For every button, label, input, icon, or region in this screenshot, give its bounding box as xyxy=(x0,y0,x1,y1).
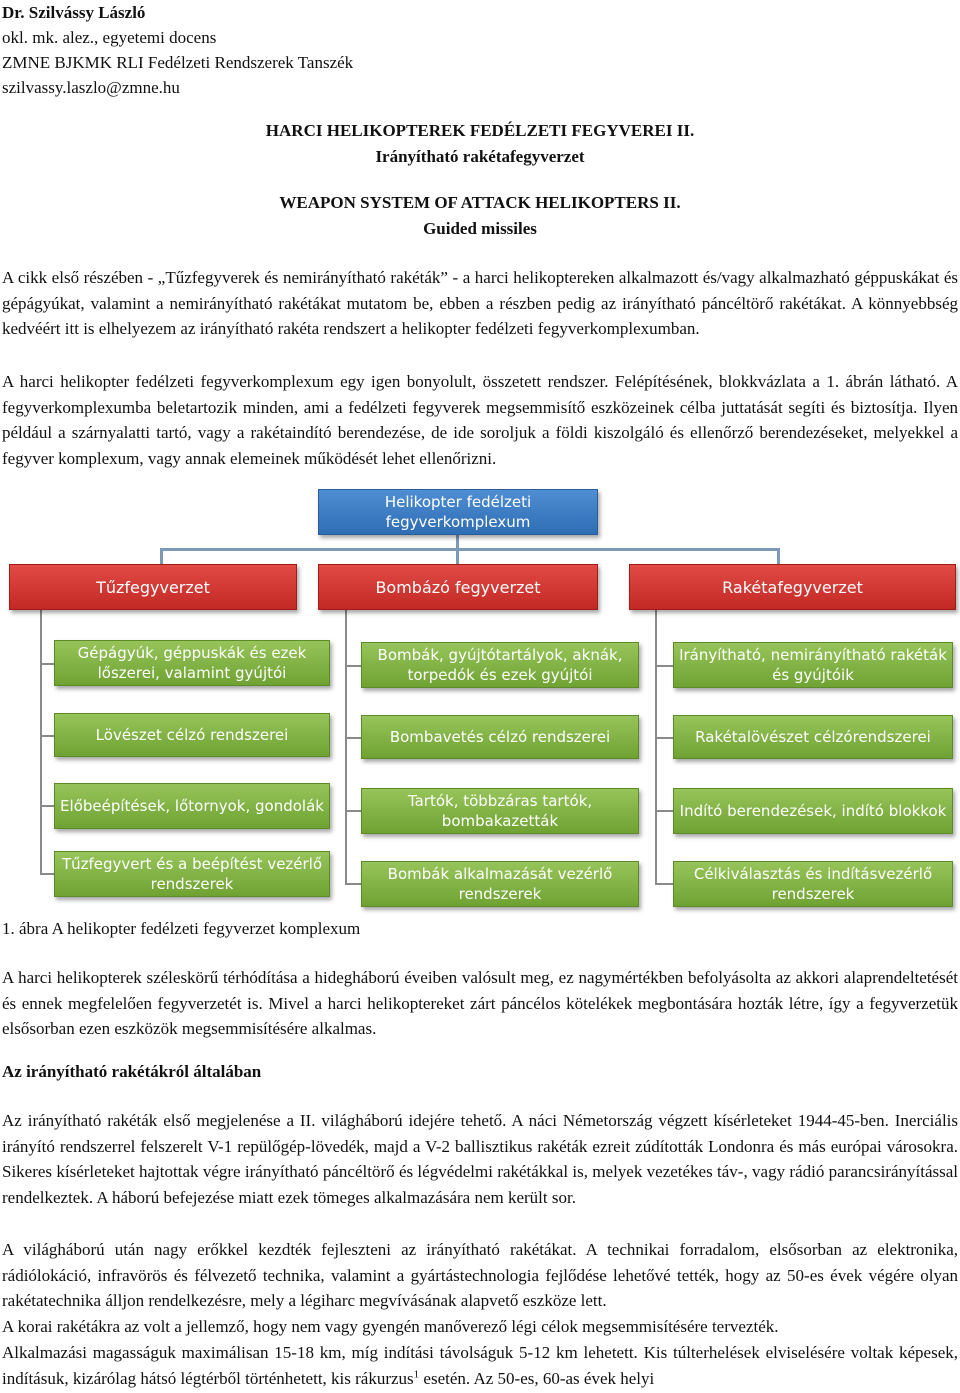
connector-cat2 xyxy=(456,548,459,565)
paragraph-early-missiles: A korai rakétákra az volt a jellemző, hogy nem vagy gyengén manőverező légi célok megsemmisítésére tervezték. xyxy=(2,1317,779,1336)
connector-col2-row4 xyxy=(345,883,361,885)
diagram-item-firearms-4: Tűzfegyvert és a beépítést vezérlő rendszerek xyxy=(54,851,330,897)
connector-col3 xyxy=(655,610,657,885)
diagram-category-firearms: Tűzfegyverzet xyxy=(9,564,297,610)
connector-col3-row2 xyxy=(655,737,673,739)
paragraph-intro: A cikk első részében - „Tűzfegyverek és nemirányítható rakéták” - a harci helikoptereken alkalmazott és/vagy alkalmazható géppuskákat és gépágyúkat, valamint a nemirányítható rakétákat mutatom be, ebben a részben pedig az irányítható páncéltörő rakétákat. A könnyebbség kedvéért itt is elhelyezem az irányítható rakéta rendszert a helikopter fedélzeti fegyverkomplexumban. xyxy=(2,268,958,339)
diagram-category-bombs: Bombázó fegyverzet xyxy=(318,564,598,610)
connector-col1-row1 xyxy=(40,663,54,665)
connector-horizontal xyxy=(160,548,780,551)
diagram-item-firearms-2: Lövészet célzó rendszerei xyxy=(54,713,330,757)
author-email[interactable]: szilvassy.laszlo@zmne.hu xyxy=(2,78,180,97)
connector-col2-row1 xyxy=(345,665,361,667)
paragraph-capabilities-text-b: esetén. Az 50-es, 60-as évek helyi xyxy=(419,1368,655,1388)
diagram-item-bombs-3: Tartók, többzáras tartók, bombakazetták xyxy=(361,788,639,834)
connector-root xyxy=(456,535,459,549)
connector-col1-row2 xyxy=(40,735,54,737)
diagram-item-firearms-1: Gépágyúk, géppuskák és ezek lőszerei, valamint gyújtói xyxy=(54,640,330,686)
author-name: Dr. Szilvássy László xyxy=(2,3,146,22)
diagram-root-box: Helikopter fedélzeti fegyverkomplexum xyxy=(318,489,598,535)
paragraph-capabilities-text-a: Alkalmazási magasságuk maximálisan 15-18 km, míg indítási távolságuk 5-12 km lehetett. Kis túlterhelések elviselésére voltak képesek, indításuk, kizárólag hátsó légtérből történhetett, kis rákurzus xyxy=(2,1343,958,1388)
author-block xyxy=(2,0,353,100)
paragraph-postwar: A világháború után nagy erőkkel kezdték fejleszteni az irányítható rakétákat. A technikai forradalom, elsősorban az elektronika, rádiólokáció, infravörös és félvezető technika, valamint a gyártástechnologia fejlődése lehetővé tették, hogy az 50-es évek végére olyan rakétatechnika álljon rendelkezésre, mely a légiharc megvívásának alapvető eszköze lett. xyxy=(2,1240,958,1311)
paragraph-history: A harci helikopterek széleskörű térhódítása a hidegháború éveiben valósult meg, ez nagymértékben befolyásolta az akkori alaprendeltetését és ennek megfelelően fegyverzetét is. Mivel a harci helikoptereket zárt páncélos kötelékek megbontására hozták létre, így a fegyverzetük elsősorban ezen eszközök megsemmisítésére alkalmas. xyxy=(2,968,958,1039)
connector-col1 xyxy=(40,610,42,874)
connector-col3-row3 xyxy=(655,810,673,812)
author-rank: okl. mk. alez., egyetemi docens xyxy=(2,28,217,47)
connector-col2-row3 xyxy=(345,810,361,812)
paragraph-capabilities xyxy=(2,1340,958,1391)
diagram-item-missiles-1: Irányítható, nemirányítható rakéták és gyújtóik xyxy=(673,642,953,688)
connector-col3-row1 xyxy=(655,665,673,667)
diagram-item-missiles-3: Indító berendezések, indító blokkok xyxy=(673,788,953,834)
subtitle-hungarian: Irányítható rakétafegyverzet xyxy=(375,147,585,166)
diagram-item-bombs-4: Bombák alkalmazását vezérlő rendszerek xyxy=(361,861,639,907)
connector-col1-row3 xyxy=(40,805,54,807)
connector-col3-row4 xyxy=(655,883,673,885)
connector-cat1 xyxy=(160,548,163,565)
title-hungarian: HARCI HELIKOPTEREK FEDÉLZETI FEGYVEREI II. xyxy=(265,121,695,140)
diagram-item-firearms-3: Előbeépítések, lőtornyok, gondolák xyxy=(54,783,330,829)
diagram-item-missiles-4: Célkiválasztás és indításvezérlő rendszerek xyxy=(673,861,953,907)
title-english: WEAPON SYSTEM OF ATTACK HELIKOPTERS II. xyxy=(279,193,681,212)
figure-caption: 1. ábra A helikopter fedélzeti fegyverzet komplexum xyxy=(2,919,361,938)
diagram-item-bombs-1: Bombák, gyújtótartályok, aknák, torpedók és ezek gyújtói xyxy=(361,642,639,688)
connector-cat3 xyxy=(777,548,780,565)
subtitle-english: Guided missiles xyxy=(423,219,537,238)
paragraph-guided-origins: Az irányítható rakéták első megjelenése a II. világháború idejére tehető. A náci Németország végzett kísérleteket 1944-45-ben. Inerciális irányító rendszerrel felszerelt V-1 repülőgép-lövedék, majd a V-2 ballisztikus rakéták ezreit zúdították Londonra és más európai városokra. Sikeres kísérleteket hajtottak végre irányítható páncéltörő és légvédelmi rakétákkal is, melyek vezetékes táv-, vagy rádió parancsirányítással rendelkeztek. A háború befejezése miatt ezek tömeges alkalmazására nem került sor. xyxy=(2,1111,958,1208)
diagram-item-bombs-2: Bombavetés célzó rendszerei xyxy=(361,715,639,759)
diagram-item-missiles-2: Rakétalövészet célzórendszerei xyxy=(673,715,953,759)
connector-col2 xyxy=(345,610,347,885)
author-department: ZMNE BJKMK RLI Fedélzeti Rendszerek Tanszék xyxy=(2,53,354,72)
footnote-marker[interactable]: 1 xyxy=(413,1368,420,1381)
paragraph-complex: A harci helikopter fedélzeti fegyverkomplexum egy igen bonyolult, összetett rendszer. Felépítésének, blokkvázlata a 1. ábrán látható. A fegyverkomplexumba beletartozik minden, ami a fedélzeti fegyverek megsemmisítő eszközeinek célba juttatását segíti és biztosítja. Ilyen például a szárnyalatti tartó, vagy a rakétaindító berendezése, de ide soroljuk a földi kiszolgáló és ellenőrző berendezéseket, melyekkel a fegyver komplexum, vagy annak elemeinek működését lehet ellenőrizni. xyxy=(2,372,958,469)
weapon-complex-diagram xyxy=(0,485,960,915)
connector-col2-row2 xyxy=(345,737,361,739)
section-heading: Az irányítható rakétákról általában xyxy=(2,1062,262,1081)
diagram-category-missiles: Rakétafegyverzet xyxy=(629,564,956,610)
connector-col1-row4 xyxy=(40,873,54,875)
